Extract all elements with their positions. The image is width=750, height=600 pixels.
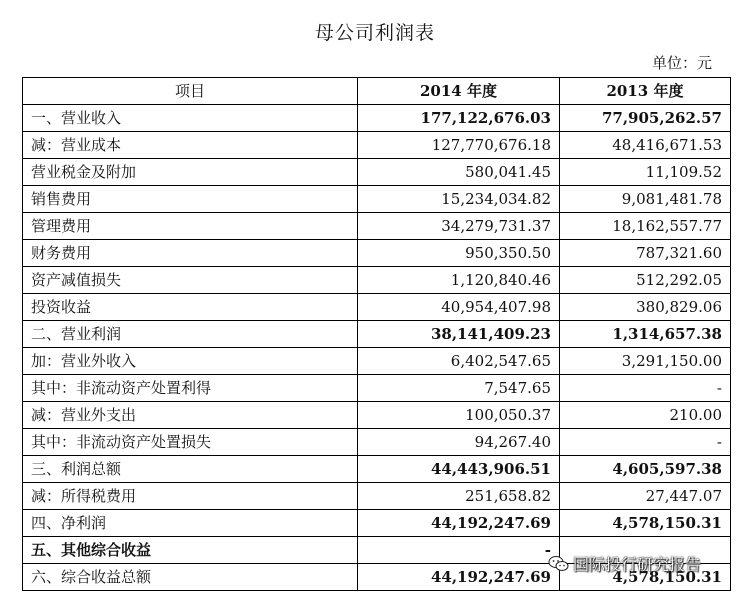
value-2014: 950,350.50 — [358, 240, 560, 267]
value-2014: 38,141,409.23 — [358, 321, 560, 348]
value-2013: 787,321.60 — [560, 240, 731, 267]
row-label: 其中：非流动资产处置损失 — [23, 429, 358, 456]
value-2013: 3,291,150.00 — [560, 348, 731, 375]
value-2013: 27,447.07 — [560, 483, 731, 510]
row-label: 营业税金及附加 — [23, 159, 358, 186]
row-label: 五、其他综合收益 — [23, 537, 358, 564]
value-2014: 40,954,407.98 — [358, 294, 560, 321]
value-2014: 34,279,731.37 — [358, 213, 560, 240]
row-label: 管理费用 — [23, 213, 358, 240]
page-title: 母公司利润表 — [314, 22, 435, 44]
value-2013: 4,578,150.31 — [560, 564, 731, 591]
row-label: 资产减值损失 — [23, 267, 358, 294]
income-statement-table — [22, 77, 731, 591]
value-2013: 77,905,262.57 — [560, 105, 731, 132]
row-label: 销售费用 — [23, 186, 358, 213]
table-row — [23, 456, 731, 483]
table-row — [23, 321, 731, 348]
table-row — [23, 105, 731, 132]
value-2013: - — [560, 375, 731, 402]
row-label: 加：营业外收入 — [23, 348, 358, 375]
row-label: 减：所得税费用 — [23, 483, 358, 510]
row-label: 四、净利润 — [23, 510, 358, 537]
value-2014: 177,122,676.03 — [358, 105, 560, 132]
column-header-2013: 2013 年度 — [560, 78, 731, 105]
row-label: 一、营业收入 — [23, 105, 358, 132]
value-2014: 44,192,247.69 — [358, 564, 560, 591]
value-2013: - — [560, 429, 731, 456]
column-header-2014: 2014 年度 — [358, 78, 560, 105]
unit-label: 单位：元 — [651, 54, 712, 72]
table-row — [23, 213, 731, 240]
value-2014: 15,234,034.82 — [358, 186, 560, 213]
value-2014: 1,120,840.46 — [358, 267, 560, 294]
table-row — [23, 159, 731, 186]
column-header-item: 项目 — [23, 78, 358, 105]
value-2013: 48,416,671.53 — [560, 132, 731, 159]
table-row — [23, 240, 731, 267]
row-label: 其中：非流动资产处置利得 — [23, 375, 358, 402]
table-row — [23, 510, 731, 537]
row-label: 二、营业利润 — [23, 321, 358, 348]
value-2014: 100,050.37 — [358, 402, 560, 429]
table-row — [23, 402, 731, 429]
value-2013: 11,109.52 — [560, 159, 731, 186]
value-2014: - — [358, 537, 560, 564]
table-row — [23, 429, 731, 456]
watermark-text: 国际投行研究报告 — [573, 555, 702, 574]
row-label: 三、利润总额 — [23, 456, 358, 483]
row-label: 财务费用 — [23, 240, 358, 267]
row-label: 减：营业外支出 — [23, 402, 358, 429]
row-label: 投资收益 — [23, 294, 358, 321]
table-row — [23, 132, 731, 159]
table-row — [23, 375, 731, 402]
value-2013: 380,829.06 — [560, 294, 731, 321]
value-2014: 127,770,676.18 — [358, 132, 560, 159]
row-label: 六、综合收益总额 — [23, 564, 358, 591]
value-2013: 4,605,597.38 — [560, 456, 731, 483]
value-2014: 44,192,247.69 — [358, 510, 560, 537]
value-2014: 580,041.45 — [358, 159, 560, 186]
value-2014: 7,547.65 — [358, 375, 560, 402]
value-2014: 251,658.82 — [358, 483, 560, 510]
table-header-row — [23, 78, 731, 105]
value-2013: 4,578,150.31 — [560, 510, 731, 537]
watermark — [548, 552, 701, 575]
value-2014: 44,443,906.51 — [358, 456, 560, 483]
value-2013: 512,292.05 — [560, 267, 731, 294]
value-2014: 6,402,547.65 — [358, 348, 560, 375]
table-row — [23, 483, 731, 510]
value-2013: 210.00 — [560, 402, 731, 429]
value-2013: 1,314,657.38 — [560, 321, 731, 348]
value-2013: 18,162,557.77 — [560, 213, 731, 240]
value-2013: 9,081,481.78 — [560, 186, 731, 213]
value-2014: 94,267.40 — [358, 429, 560, 456]
wechat-icon — [548, 555, 570, 573]
table-row — [23, 294, 731, 321]
row-label: 减：营业成本 — [23, 132, 358, 159]
table-row — [23, 186, 731, 213]
table-row — [23, 267, 731, 294]
table-row — [23, 348, 731, 375]
